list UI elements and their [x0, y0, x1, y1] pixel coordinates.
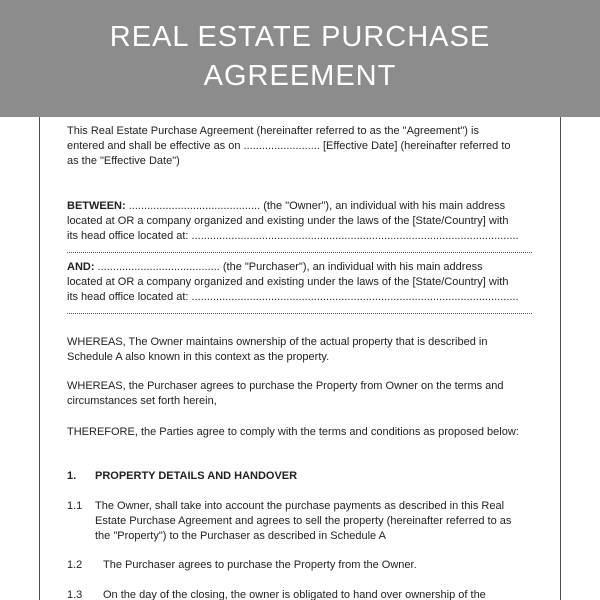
whereas-2-line-1: WHEREAS, the Purchaser agrees to purchase the Property from Owner on the terms and [67, 380, 504, 392]
purchaser-line-2: located at OR a company organized and existing under the laws of the [State/Country] with [67, 276, 509, 288]
clause-1-3 [67, 588, 536, 600]
intro-line-3: as the "Effective Date") [67, 155, 180, 167]
banner-title-line-1: REAL ESTATE PURCHASE [109, 21, 491, 53]
clause-1-2-number: 1.2 [67, 559, 83, 571]
clause-1-3-number: 1.3 [67, 589, 83, 600]
page-right-border [560, 117, 561, 600]
owner-line-1-text: ........................................... (the "Owner"), an individual with his main address [125, 200, 506, 212]
intro-line-2: entered and shall be effective as on ......................... [Effective Date] (hereinafter referred to [67, 140, 511, 152]
clause-1-1-line-1: The Owner, shall take into account the purchase payments as described in this Real [95, 500, 505, 512]
between-label: BETWEEN: [67, 200, 126, 212]
clause-1-3-text: On the day of the closing, the owner is obligated to hand over ownership of the [103, 589, 486, 600]
clause-1-1 [67, 499, 536, 544]
and-label: AND: [67, 261, 95, 273]
whereas-1-line-2: Schedule A also known in this context as the property. [67, 351, 330, 363]
clause-1-1-line-2: Estate Purchase Agreement and agrees to sell the property (hereinafter referred to as [95, 515, 512, 527]
purchaser-line-1-text: ........................................ (the "Purchaser"), an individual with his main address [94, 261, 483, 273]
clause-1-1-number: 1.1 [67, 500, 83, 512]
intro-paragraph [67, 124, 536, 169]
page-left-border [39, 117, 40, 600]
therefore-paragraph [67, 425, 536, 440]
purchaser-line-1 [67, 260, 536, 275]
clause-1-2-text: The Purchaser agrees to purchase the Property from the Owner. [103, 559, 417, 571]
document-page [0, 117, 600, 600]
section-1-heading [67, 469, 536, 484]
owner-party-paragraph [67, 199, 536, 253]
section-1-number: 1. [67, 470, 77, 482]
banner-title-line-2: AGREEMENT [203, 60, 397, 92]
purchaser-party-paragraph [67, 260, 536, 314]
whereas-paragraph-1 [67, 335, 536, 365]
title-banner [0, 0, 600, 117]
therefore-line: THEREFORE, the Parties agree to comply with the terms and conditions as proposed below: [67, 426, 519, 438]
intro-line-1: This Real Estate Purchase Agreement (hereinafter referred to as the "Agreement") is [67, 125, 479, 137]
owner-line-3: its head office located at: ........................................................................................................... [67, 230, 519, 242]
banner-title [0, 18, 600, 96]
whereas-paragraph-2 [67, 379, 536, 409]
clause-1-1-text [95, 499, 536, 544]
clause-1-2 [67, 558, 536, 573]
owner-line-2: located at OR a company organized and existing under the laws of the [State/Country] with [67, 215, 509, 227]
clause-1-1-line-3: the "Property") to the Purchaser as described in Schedule A [95, 530, 386, 542]
section-1-title: PROPERTY DETAILS AND HANDOVER [95, 470, 298, 482]
owner-line-1 [67, 199, 536, 214]
whereas-1-line-1: WHEREAS, The Owner maintains ownership of the actual property that is described in [67, 336, 488, 348]
purchaser-line-3: its head office located at: ........................................................................................................... [67, 291, 519, 303]
whereas-2-line-2: circumstances set forth herein, [67, 395, 217, 407]
